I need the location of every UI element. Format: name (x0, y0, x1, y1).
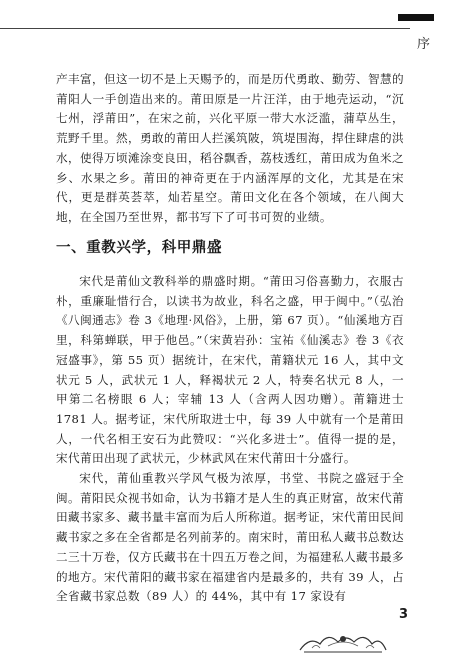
header-decorative-bar (398, 14, 434, 21)
body-paragraph-cangshu: 宋代，莆仙重教兴学风气极为浓厚，书堂、书院之盛冠于全闽。莆阳民众视书如命，认为书籍才是人生的真正财富，故宋代莆田藏书家多、藏书量丰富而为后人所称道。据考证，宋代莆田民间藏书家之多在全省都是名列前茅的。南宋时，莆田私人藏书总数达二三十万卷，仅方氏藏书在十四五万卷之间，为福建私人藏书最多的地方。宋代莆阳的藏书家在福建省内是最多的，共有 39 人，占全省藏书家总数（89 人）的 44%，其中有 17 家设有 (56, 471, 404, 604)
running-header-section-tag: 序 (416, 37, 430, 52)
opening-paragraph-block (56, 70, 404, 228)
header-rule-line (0, 28, 410, 29)
section-heading: 一、重教兴学，科甲鼎盛 (56, 240, 223, 256)
footer-ornament-icon (298, 628, 388, 654)
opening-paragraph: 产丰富，但这一切不是上天赐予的，而是历代勇敢、勤劳、智慧的莆阳人一手创造出来的。莆田原是一片汪洋，由于地壳运动，“沉七州，浮莆田”，在宋之前，兴化平原一带大水泛滥，蒲草丛生，荒野千里。然，勇敢的莆田人拦溪筑陂，筑堤围海，捍住肆虐的洪水，使得万顷滩涂变良田，稻谷飘香，荔枝透红，莆田成为鱼米之乡、水果之乡。莆田的神奇更在于内涵浑厚的文化，尤其是在宋代，更是群英荟萃，灿若星空。莆田文化在各个领域，在八闽大地，在全国乃至世界，都书写下了可书可贺的业绩。 (56, 72, 404, 224)
section-body (56, 272, 404, 607)
body-paragraph-keju: 宋代是莆仙文教科举的鼎盛时期。“莆田习俗喜勤力，衣服古朴，重廉耻惜行合，以读书为故业，科名之盛，甲于闽中。”（弘治《八闽通志》卷 3《地理·风俗》，上册，第 67 页）。“仙溪地方百里，科第蝉联，甲于他邑。”（宋黄岩孙：宝祐《仙溪志》卷 3《衣冠盛事》，第 55 页）据统计，在宋代，莆籍状元 16 人，其中文状元 5 人，武状元 1 人，释褐状元 2 人，特奏名状元 8 人，一甲第二名榜眼 6 人；宰辅 13 人（含两人因功赠）。莆籍进士 1781 人。据考证，宋代所取进士中，每 39 人中就有一个是莆田人，一代名相王安石为此赞叹：“兴化多进士”。值得一提的是，宋代莆田出现了武状元，少林武风在宋代莆田十分盛行。 (56, 274, 404, 466)
page-number: 3 (398, 607, 408, 622)
